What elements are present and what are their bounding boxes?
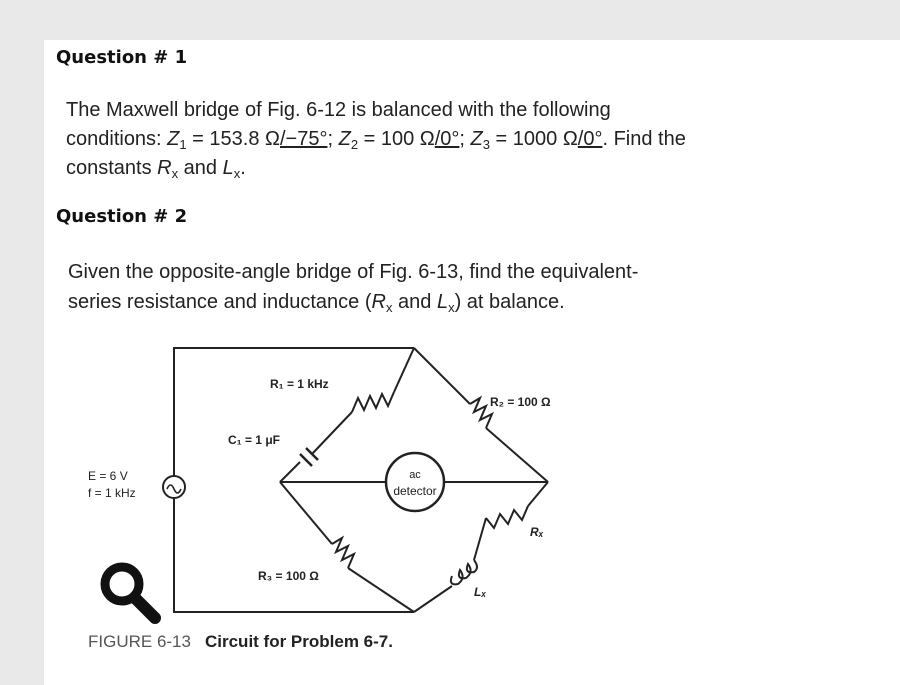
label-c1: C₁ = 1 μF [228, 433, 280, 447]
capacitor-c1-plate-a [300, 454, 312, 466]
question-1-line-3: constants $R_x$ and $L_x$. [66, 157, 246, 181]
resistor-rx [486, 506, 528, 528]
label-lx: Lₓ [474, 585, 487, 599]
detector-label-line-1: ac [409, 469, 421, 481]
label-r1: R₁ = 1 kHz [270, 377, 329, 391]
question-2-heading: Question # 2 [56, 206, 188, 227]
figure-title: Circuit for Problem 6-7. [204, 632, 393, 651]
figure-caption [88, 632, 393, 652]
question-1-line-1: The Maxwell bridge of Fig. 6-12 is balanced with the following [66, 99, 611, 121]
bottom-wire [174, 492, 414, 612]
ac-source-icon [163, 476, 185, 498]
resistor-r1 [352, 392, 394, 412]
question-2-line-1: Given the opposite-angle bridge of Fig. 6-13, find the equivalent- [68, 261, 639, 283]
question-1-heading: Question # 1 [56, 47, 188, 68]
figure-number: FIGURE 6-13 [88, 632, 191, 651]
resistor-r3 [332, 538, 354, 568]
magnifier-icon[interactable] [95, 558, 167, 626]
ac-detector [386, 453, 444, 511]
detector-label-line-2: detector [393, 484, 437, 498]
label-source-voltage: E = 6 V [88, 469, 128, 483]
question-2-line-2: series resistance and inductance ($R_x$ and $L_x$) at balance. [68, 291, 565, 315]
inductor-lx [451, 560, 477, 584]
label-r2: R₂ = 100 Ω [490, 395, 551, 409]
label-rx: Rₓ [530, 525, 544, 539]
label-source-frequency: f = 1 kHz [88, 486, 136, 500]
top-wire [174, 348, 414, 482]
label-r3: R₃ = 100 Ω [258, 569, 319, 583]
question-1-line-2: conditions: $Z_1 = 153.8$ Ω/−75°; $Z_2 = 100$ Ω/0°; $Z_3 = 1000$ Ω/0°. Find the [66, 128, 686, 152]
resistor-r2 [470, 398, 492, 428]
